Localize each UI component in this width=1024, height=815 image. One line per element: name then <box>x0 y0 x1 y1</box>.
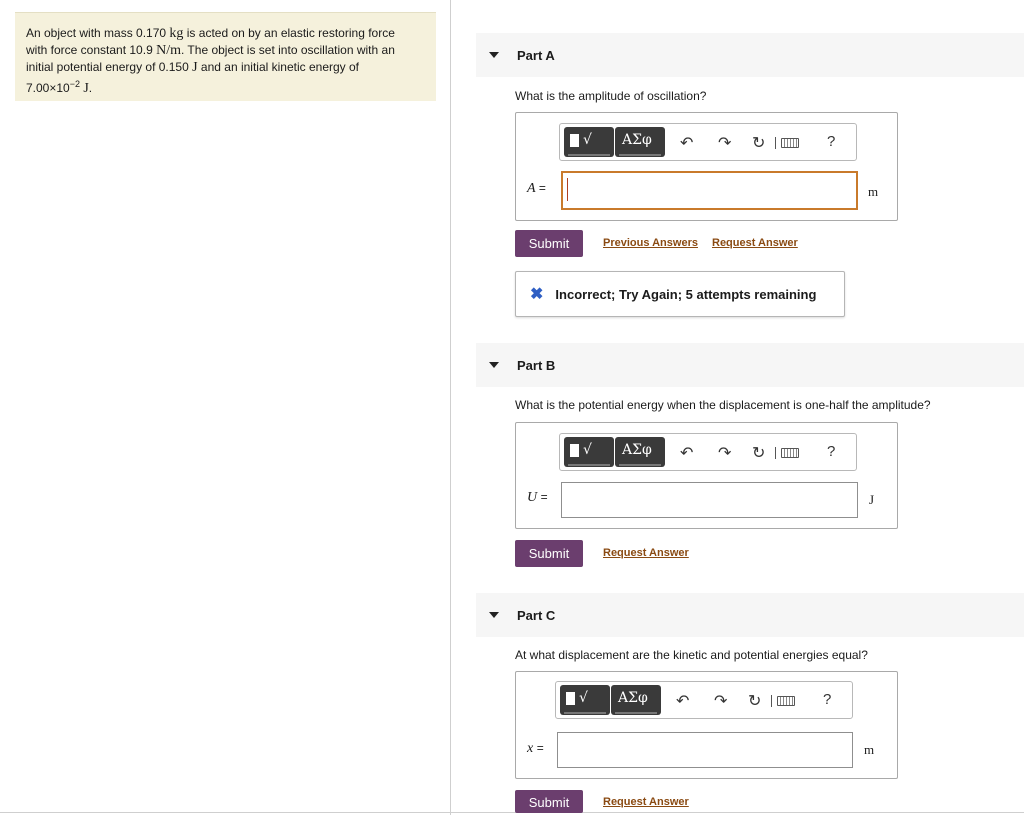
equals-sign: = <box>540 490 548 504</box>
collapse-caret-icon[interactable] <box>489 362 499 368</box>
potential-energy-input[interactable] <box>561 482 858 518</box>
previous-answers-link[interactable]: Previous Answers <box>603 237 698 249</box>
redo-icon[interactable]: ↷ <box>718 135 732 152</box>
text-cursor <box>567 178 568 201</box>
symbols-button[interactable] <box>615 127 665 157</box>
template-square-icon <box>570 134 579 147</box>
redo-icon[interactable]: ↷ <box>714 693 728 710</box>
radical-icon: √ <box>583 442 592 458</box>
part-b-header[interactable] <box>476 343 1024 387</box>
help-icon[interactable]: ? <box>827 443 836 460</box>
template-square-icon <box>570 444 579 457</box>
symbols-label: ΑΣφ <box>618 690 648 706</box>
undo-icon[interactable]: ↶ <box>676 693 690 710</box>
equals-sign: = <box>538 181 546 195</box>
help-icon[interactable]: ? <box>823 691 832 708</box>
part-b-answer-box <box>515 422 898 529</box>
displacement-input[interactable] <box>557 732 853 768</box>
template-square-icon <box>566 692 575 705</box>
templates-button[interactable] <box>560 685 610 715</box>
part-c-answer-box <box>515 671 898 779</box>
variable-label <box>527 741 544 757</box>
templates-button[interactable] <box>564 437 614 467</box>
radical-icon: √ <box>583 132 592 148</box>
part-b-question: What is the potential energy when the displacement is one-half the amplitude? <box>515 398 931 412</box>
amplitude-input[interactable] <box>561 171 858 210</box>
button-underline <box>568 464 610 466</box>
column-divider <box>450 0 451 815</box>
math-toolbar <box>559 123 857 161</box>
reset-icon[interactable]: ↻ <box>748 693 762 710</box>
part-b-submit-button[interactable]: Submit <box>515 540 583 567</box>
part-a-question: What is the amplitude of oscillation? <box>515 89 707 103</box>
problem-line-2: with force constant 10.9 N/m. The object is set into oscillation with an <box>26 43 395 58</box>
part-c-submit-button[interactable]: Submit <box>515 790 583 813</box>
templates-button[interactable] <box>564 127 614 157</box>
part-c-title: Part C <box>517 607 556 623</box>
radical-icon: √ <box>579 690 588 706</box>
part-c-request-answer-link[interactable]: Request Answer <box>603 796 689 808</box>
toolbar-separator <box>771 695 772 707</box>
problem-line-3: initial potential energy of 0.150 J and an initial kinetic energy of <box>26 60 360 75</box>
problem-statement <box>15 12 436 101</box>
symbols-button[interactable] <box>615 437 665 467</box>
button-underline <box>615 712 657 714</box>
bottom-divider <box>0 812 1024 813</box>
button-underline <box>568 154 610 156</box>
part-c-header[interactable] <box>476 593 1024 637</box>
problem-line-4: $7.00\times 10^{-2}$ J. <box>26 79 93 96</box>
unit-label: m <box>864 742 875 757</box>
feedback-box <box>515 271 845 317</box>
part-a-submit-button[interactable]: Submit <box>515 230 583 257</box>
feedback-text: Incorrect; Try Again; 5 attempts remaining <box>555 286 817 302</box>
part-a-answer-box <box>515 112 898 221</box>
problem-line-1: An object with mass 0.170 kg is acted on by an elastic restoring force <box>26 26 395 41</box>
redo-icon[interactable]: ↷ <box>718 445 732 462</box>
part-b-title: Part B <box>517 357 556 373</box>
reset-icon[interactable]: ↻ <box>752 135 766 152</box>
symbols-label: ΑΣφ <box>622 442 652 458</box>
collapse-caret-icon[interactable] <box>489 52 499 58</box>
equals-sign: = <box>536 741 544 755</box>
variable-label <box>527 490 548 506</box>
undo-icon[interactable]: ↶ <box>680 445 694 462</box>
unit-label: m <box>868 184 879 199</box>
collapse-caret-icon[interactable] <box>489 612 499 618</box>
toolbar-separator <box>775 137 776 149</box>
variable-symbol: x <box>527 741 534 756</box>
variable-label <box>527 181 546 197</box>
part-a-title: Part A <box>517 47 555 63</box>
part-c-question: At what displacement are the kinetic and potential energies equal? <box>515 648 868 662</box>
part-b-request-answer-link[interactable]: Request Answer <box>603 547 689 559</box>
button-underline <box>564 712 606 714</box>
math-toolbar <box>555 681 853 719</box>
symbols-button[interactable] <box>611 685 661 715</box>
undo-icon[interactable]: ↶ <box>680 135 694 152</box>
keyboard-icon[interactable] <box>781 138 799 148</box>
unit-label: J <box>869 492 875 507</box>
reset-icon[interactable]: ↻ <box>752 445 766 462</box>
part-a-request-answer-link[interactable]: Request Answer <box>712 237 798 249</box>
incorrect-x-icon: ✖ <box>530 286 544 303</box>
variable-symbol: U <box>527 490 538 505</box>
variable-symbol: A <box>527 181 536 196</box>
symbols-label: ΑΣφ <box>622 132 652 148</box>
math-toolbar <box>559 433 857 471</box>
button-underline <box>619 154 661 156</box>
part-a-header[interactable] <box>476 33 1024 77</box>
help-icon[interactable]: ? <box>827 133 836 150</box>
keyboard-icon[interactable] <box>777 696 795 706</box>
toolbar-separator <box>775 447 776 459</box>
keyboard-icon[interactable] <box>781 448 799 458</box>
button-underline <box>619 464 661 466</box>
